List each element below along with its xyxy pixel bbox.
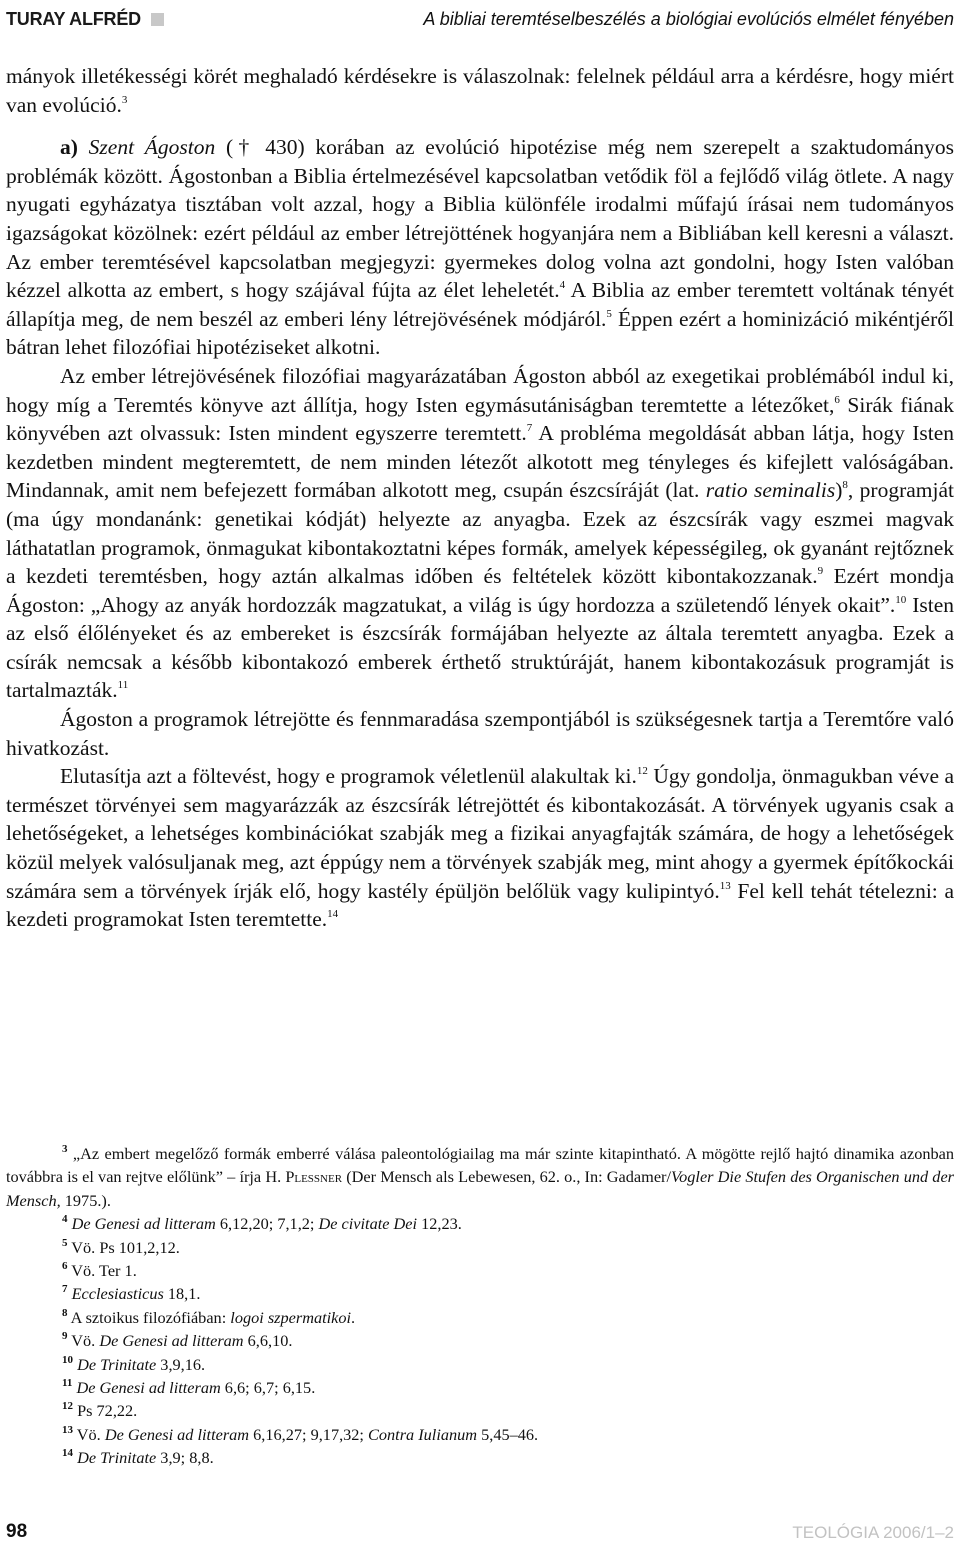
text-run: Éppen ezért a hominizáció mikéntjéről bátran lehet filozófiai hipotéziseket alkotni. [6,306,954,360]
book-title: De Genesi ad litteram [76,1378,221,1398]
book-title: Vogler Die Stufen des Organischen und der Mensch, [6,1167,955,1210]
text-run: Vö. Ter 1. [71,1261,137,1281]
text-run: Vö. [71,1331,100,1351]
text-run: . [351,1307,356,1327]
text-run: Úgy gondolja, önmagukban véve a természet törvényei sem magyarázzák az észcsírák létrejöttét és kibontakozását. A törvények ugyanis csak a lehetőségeket, a lehetséges kombinációkat szabják meg a fizikai anyagfajták számára, de hogy a lehetőségek közül melyek valósuljanak meg, azt éppúgy nem a törvények szabják meg, mint ahogy a gyermek építőkockái számára sem a törvények írják elő, hogy kastély épüljön belőlük vagy kulipintyó. [6,764,955,903]
book-title: De Trinitate [77,1354,157,1374]
footnote-number: 10 [62,1353,73,1366]
book-title: Contra Iulianum [368,1424,478,1444]
text-run: Isten az első élőlényeket és az embereket is észcsírák formájában helyezte az általa teremtett anyagba. Ezek a csírák nemcsak a később kibontakozó emberek érthető struktúráját, hanem kibontakozásuk programját is tartalmazták. [6,592,954,703]
text-run: Vö. [76,1424,105,1444]
journal-name: TEOLÓGIA 2006/1–2 [792,1523,954,1542]
book-title: De Genesi ad litteram [71,1214,216,1234]
text-run: 18,1. [163,1284,201,1304]
latin-term: ratio seminalis [705,478,836,503]
greek-term: logoi szpermatikoi [230,1307,352,1327]
footnotes [6,1142,954,1470]
book-title: De Genesi ad litteram [104,1424,250,1444]
footnote-3 [6,1142,954,1212]
footnote-ref-10: 10 [895,593,907,606]
footnote-8 [6,1306,954,1329]
footnote-12 [6,1399,954,1422]
footnote-ref-5: 5 [606,307,612,320]
footnote-ref-11: 11 [117,679,129,692]
footnote-ref-13: 13 [719,879,731,892]
footnote-14 [6,1446,954,1469]
text-run: Fel kell tehát tételezni: a kezdeti programokat Isten teremtette. [6,878,955,932]
paragraph-4: Ágoston a programok létrejötte és fennmaradása szempontjából is szükségesnek tartja a Teremtőre való hivatkozást. [6,707,954,760]
footnote-number: 7 [62,1283,68,1296]
text-run: 5,45–46. [477,1424,539,1444]
footnote-ref-12: 12 [636,765,648,778]
text-run: Elutasítja azt a föltevést, hogy e programok véletlenül alakultak ki. [60,764,637,789]
text-run: A Biblia az ember teremtett voltának tényét állapítja meg, de nem beszél az emberi lény létrejövésének módjáról. [6,278,954,331]
paragraph-2 [6,133,954,362]
author-name: TURAY ALFRÉD [6,9,141,29]
separator-square-icon [151,13,164,26]
page-number: 98 [6,1521,28,1542]
text-run: A probléma megoldását abban látja, hogy Isten kezdetben mindent megteremtett, de nem minden létezőt alkotott meg tényleges és kifejlett valóságában. Mindannak, amit nem befejezett formában alkotott meg, csupán észcsíráját (lat. [6,421,954,503]
footnote-ref-8: 8 [842,479,848,492]
footnote-7 [6,1282,954,1305]
footnote-number: 12 [62,1400,73,1413]
book-title: De Trinitate [77,1448,157,1468]
paragraph-5 [6,762,954,934]
footnote-number: 11 [62,1377,73,1390]
text-run: Az ember létrejövésének filozófiai magyarázatában Ágoston abból az exegetikai problémából indul ki, hogy míg a Teremtés könyve azt állítja, hogy Isten egymásutániságban teremtette a létezőket, [6,363,954,417]
book-title: De Genesi ad litteram [99,1331,244,1351]
footnote-number: 14 [62,1447,73,1460]
book-title: Ecclesiasticus [71,1284,164,1304]
text-run: Vö. Ps 101,2,12. [71,1237,180,1257]
footnote-ref-9: 9 [817,565,824,578]
footnote-10 [6,1353,954,1376]
page-footer [6,1521,954,1545]
text-run: mányok illetékességi körét meghaladó kérdésekre is válaszolnak: felelnek például arra a kérdésre, hogy miért van evolúció. [6,64,954,117]
footnote-4 [6,1212,954,1235]
book-title: De civitate Dei [318,1214,418,1234]
footnote-number: 5 [62,1236,68,1249]
author-surname: Plessner [285,1167,343,1187]
footnote-number: 8 [62,1306,68,1319]
footnote-ref-14: 14 [327,908,339,921]
text-run: 6,16,27; 9,17,32; [249,1424,369,1444]
text-run: 3,9; 8,8. [156,1448,214,1468]
footnote-9 [6,1329,954,1352]
footnote-ref-7: 7 [526,422,533,435]
text-run: 1975.). [60,1190,111,1210]
text-run: 6,12,20; 7,1,2; [215,1214,319,1234]
text-run: 12,23. [417,1214,462,1234]
footnote-ref-6: 6 [834,393,840,406]
footnote-number: 6 [62,1260,68,1273]
list-label: a) [60,135,78,160]
footnote-number: 9 [62,1330,68,1343]
footnote-11 [6,1376,954,1399]
text-run: , programját (ma úgy mondanánk: genetikai kódját) helyezte az anyagba. Ezek az észcsírák vagy eszmei magvak láthatatlan programok, önmagukat kibontakoztatni képes formák, amelyek képességileg, ok gyanánt rejtőznek a kezdeti teremtésben, hogy aztán alkalmas időben és feltételek között kibontakozzanak. [6,478,954,589]
text-run: Ps 72,22. [77,1401,138,1421]
footnote-number: 3 [62,1143,68,1155]
text-run: 6,6; 6,7; 6,15. [220,1378,316,1398]
text-run: Sirák fiának könyvében azt olvassuk: Isten mindent egyszerre teremtett. [6,392,954,446]
footnote-6 [6,1259,954,1282]
text-run: († 430) korában az evolúció hipotézise még nem szerepelt a szaktudományos problémák között. Ágostonban a Biblia értelmezésével kapcsolatban vetődik föl a fejlődő világ ötlete. A nagy nyugati egyházatya tisztában volt azzal, hogy a Biblia különféle irodalmi műfajú írásai nem tudományos igazságokat közölnek: ezért például az ember létrejöttének hogyanjára nem a Bibliában kell keresni a választ. Az ember teremtésével kapcsolatban megjegyzi: gyermekes dolog volna azt gondolni, hogy Isten valóban kézzel alkotta az embert, s hogy szájával fújta az élet leheletét. [6,135,955,303]
text-run: (Der Mensch als Lebewesen, 62. o., In: Gadamer/ [342,1167,671,1187]
footnote-ref-4: 4 [559,279,566,292]
text-run: 3,9,16. [156,1354,206,1374]
main-text [6,62,954,934]
paragraph-3 [6,362,954,705]
text-run: ) [835,478,843,503]
footnote-5 [6,1236,954,1259]
footnote-ref-3: 3 [121,93,128,106]
footnote-13 [6,1423,954,1446]
running-title: A bibliai teremtéselbeszélés a biológiai evolúciós elmélet fényében [423,9,954,29]
footnote-number: 4 [62,1213,68,1226]
page-header [6,6,954,32]
text-run: 6,6,10. [243,1331,293,1351]
text-run: A sztoikus filozófiában: [70,1307,231,1327]
paragraph-1 [6,62,954,119]
text-run: „Az embert megelőző formák emberré válása paleontológiailag ma már szinte kitapintható. A mögötte rejlő hajtó dinamika azonban továbbra is el van rejtve előlünk” – írja H. [6,1144,954,1187]
footnote-number: 13 [62,1423,73,1436]
person-name: Szent Ágoston [88,135,216,160]
text-run: Ezért mondja Ágoston: „Ahogy az anyák hordozzák magzatukat, a világ is úgy hordozza a születendő lények okait”. [6,564,954,617]
